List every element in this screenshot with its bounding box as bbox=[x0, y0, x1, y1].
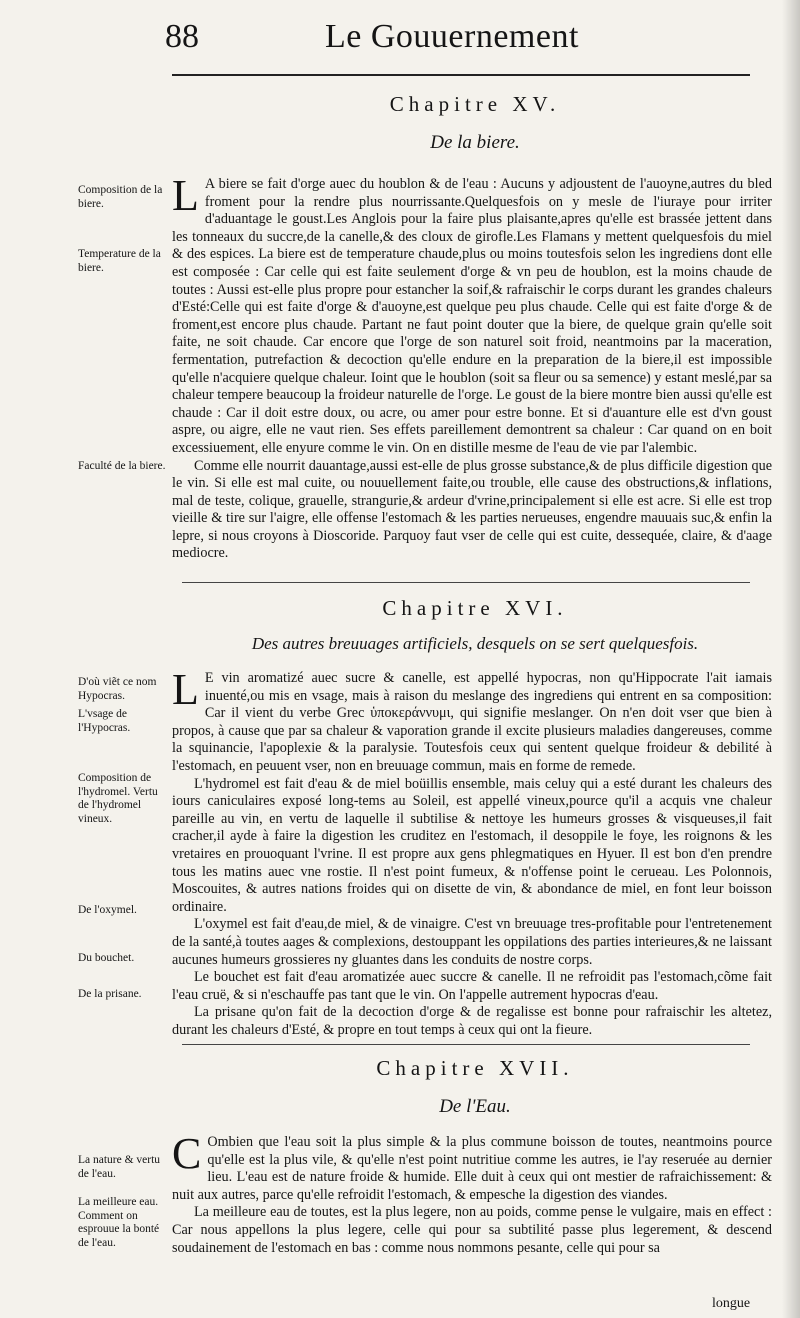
paragraph bbox=[172, 1129, 772, 1204]
header-rule bbox=[172, 74, 750, 76]
chapter-15-subtitle: De la biere. bbox=[430, 132, 520, 153]
paragraph-text: E vin aromatizé auec sucre & canelle, est appellé hypocras, non qu'Hippocrate l'ait iamais inuenté,ou mis en vsage, mais à raison du meslange des ingrediens qui entrent en sa composition: Car il vient du verbe Grec ὑποκεράννυμι, qui signifie meslanger. On n'en doit vser que bien à propos, à cause que par sa chaleur & vaporation grande il excite plusieurs maladies dangereuses, comme la squinancie, l'apoplexie & la paralysie. Toutesfois ceux qui sentent quelque froideur & debilité à l'estomach, en peuuent vser, non en breuuage commun, mais en forme de remede. bbox=[172, 670, 772, 774]
chapter-16-title: Chapitre XVI. bbox=[382, 596, 568, 620]
margin-note: Faculté de la biere. bbox=[78, 460, 166, 472]
drop-cap: L bbox=[172, 171, 199, 220]
page-edge-shadow bbox=[782, 0, 800, 1318]
margin-note: Composition de l'hydromel. Vertu de l'hydromel vineux. bbox=[78, 772, 158, 825]
chapter-17-title: Chapitre XVII. bbox=[376, 1056, 574, 1080]
section-rule bbox=[182, 582, 750, 583]
page-header bbox=[165, 18, 755, 58]
margin-note: Du bouchet. bbox=[78, 952, 135, 964]
margin-note: L'vsage de l'Hypocras. bbox=[78, 708, 131, 734]
chapter-15-title: Chapitre XV. bbox=[389, 92, 561, 116]
chapter-17-subtitle: De l'Eau. bbox=[439, 1096, 511, 1117]
catchword: longue bbox=[712, 1296, 751, 1311]
paragraph: Comme elle nourrit dauantage,aussi est-elle de plus grosse substance,& de plus difficile digestion que le vin. Si elle est mal cuite, ou nouuellement faite,ou trouble, elle cause des obstructions,& inflations, mal de teste, colique, grauelle, strangurie,& ardeur d'vrine,principalement si elle est acre. Si elle est trop vieille & tire sur l'aigre, elle offense l'estomach & les parties nerueuses, engendre mauuais suc,& enfin la lepre, si nous croyons à Dioscoride. Parquoy faut vser de celle qui est cuite, dessequée, claire, & d'aage mediocre. bbox=[172, 457, 772, 562]
margin-note: Temperature de la biere. bbox=[78, 248, 161, 274]
section-rule bbox=[182, 1044, 750, 1045]
chapter-16-text bbox=[172, 665, 772, 1039]
paragraph: La meilleure eau de toutes, est la plus legere, non au poids, comme pense le vulgaire, mais en effect : Car nous appellons la plus legere, celle qui pour sa subtilité passe plus legerement, & descend soudainement de l'estomach en bas : comme nous nommons pesante, celle qui pour sa bbox=[172, 1204, 772, 1256]
drop-cap: C bbox=[172, 1129, 202, 1178]
paragraph: Le bouchet est fait d'eau aromatizée auec succre & canelle. Il ne refroidit pas l'estomach,cõme fait l'eau cruë, & si n'eschauffe pas tant que le vin. On l'appelle autrement hypocras d'eau. bbox=[172, 969, 772, 1003]
chapter-17-text bbox=[172, 1129, 772, 1257]
chapter-15-text bbox=[172, 171, 772, 563]
margin-note: La meilleure eau. Comment on esprouue la bonté de l'eau. bbox=[78, 1196, 160, 1249]
paragraph bbox=[172, 665, 772, 776]
paragraph-text: A biere se fait d'orge auec du houblon & de l'eau : Aucuns y adjoustent de l'auoyne,autres du bled froment pour la rendre plus nourrissante.Quelquesfois on y mesle de l'iuraye pour irriter d'aduantage le goust.Les Anglois pour la faire plus plaisante,apres qu'elle est brassée jettent dans les tonneaux du succre,de la canelle,& des cloux de girofle.Les Flamans y mettent quelquesfois du miel & des espices. La biere est de temperature chaude,plus ou moins toutesfois selon les ingrediens dont elle est composée : Car celle qui est faite seulement d'orge & vn peu de houblon, est la moins chaude de toutes : Aussi est-elle plus propre pour estancher la soif,& rafraischir le corps durant les grandes chaleurs d'Esté:Celle qui est faite d'orge & d'auoyne,est quelque peu plus chaude. Celle qui est faite d'orge & de froment,est encore plus chaude. Partant ne faut point douter que la biere, de quelque grain qu'elle soit faite, ne soit chaude. Car encore que l'orge de son naturel soit froid, neantmoins par la maceration, fermentation, putrefaction & decoction qu'elle endure en la preparation de la biere,il est impossible qu'elle n'acquiere quelque chaleur. Ioint que le houblon (soit sa fleur ou sa semence) y estant meslé,par sa chaleur tempere beaucoup la froideur naturelle de l'orge. Le goust de la biere montre bien aussi qu'elle est chaude : Car il doit estre doux, ou acre, ou amer pour estre bonne. Et si d'auanture elle est d'vn goust aspre, ou aigre, elle ne vaut rien. Ses effets pareillement demontrent sa chaleur : Car quand on en boit excessiuement, elle enyure comme le vin. On en distille mesme de l'eau de vie par l'alembic. bbox=[172, 176, 772, 456]
running-head: Le Gouuernement bbox=[325, 18, 579, 55]
margin-note: Composition de la biere. bbox=[78, 184, 163, 210]
page-number: 88 bbox=[165, 18, 199, 55]
chapter-16-subtitle: Des autres breuuages artificiels, desquels on se sert quelquesfois. bbox=[251, 634, 699, 653]
margin-note: D'où viẽt ce nom Hypocras. bbox=[78, 676, 157, 702]
paragraph: L'oxymel est fait d'eau,de miel, & de vinaigre. C'est vn breuuage tres-profitable pour l'entretenement de la santé,à toutes aages & complexions, destouppant les oppilations des parties interieures,& ne laissant aucunes humeurs grossieres ny gluantes dans les conduits de nostre corps. bbox=[172, 916, 772, 968]
paragraph: La prisane qu'on fait de la decoction d'orge & de regalisse est bonne pour rafraischir les altetez, durant les chaleurs d'Esté, & propre en tout temps à ceux qui ont la fieure. bbox=[172, 1004, 772, 1038]
drop-cap: L bbox=[172, 665, 199, 714]
paragraph: L'hydromel est fait d'eau & de miel boüillis ensemble, mais celuy qui a esté durant les chaleurs des iours caniculaires exposé long-tems au Soleil, est appellé vineux,pource qu'il a acquis vne chaleur pareille au vin, en vertu de laquelle il subtilise & nettoye les humeurs grosses & visqueuses,il fait cracher,il ayde à faire la digestion les cruditez en l'estomach, il desoppile le foye, les roignons & les vretaires en prouoquant l'vrine. Il est propre aux gens phlegmatiques en Hyuer. Il est bon d'en prendre tous les matins auec vne rostie. Il n'est point fumeux, & n'offense point le cerueau. Les Polonnois, Moscouites, & autres nations froides qui on disette de vin, & abondance de miel, en font leur boisson ordinaire. bbox=[172, 775, 772, 915]
paragraph-text: Ombien que l'eau soit la plus simple & la plus commune boisson de toutes, neantmoins pource qu'elle est la plus vile, & qu'elle n'est point nutritiue comme les autres, ie l'ay reseruée au dernier lieu. L'eau est de nature froide & humide. Elle duit à ceux qui ont mestier de rafraichissement: & nuit aux autres, parce qu'elle refroidit l'estomach, & empesche la digestion des viandes. bbox=[172, 1134, 772, 1203]
margin-note: De l'oxymel. bbox=[78, 904, 137, 916]
margin-note: La nature & vertu de l'eau. bbox=[78, 1154, 161, 1180]
margin-note: De la prisane. bbox=[78, 988, 142, 1000]
paragraph bbox=[172, 171, 772, 458]
